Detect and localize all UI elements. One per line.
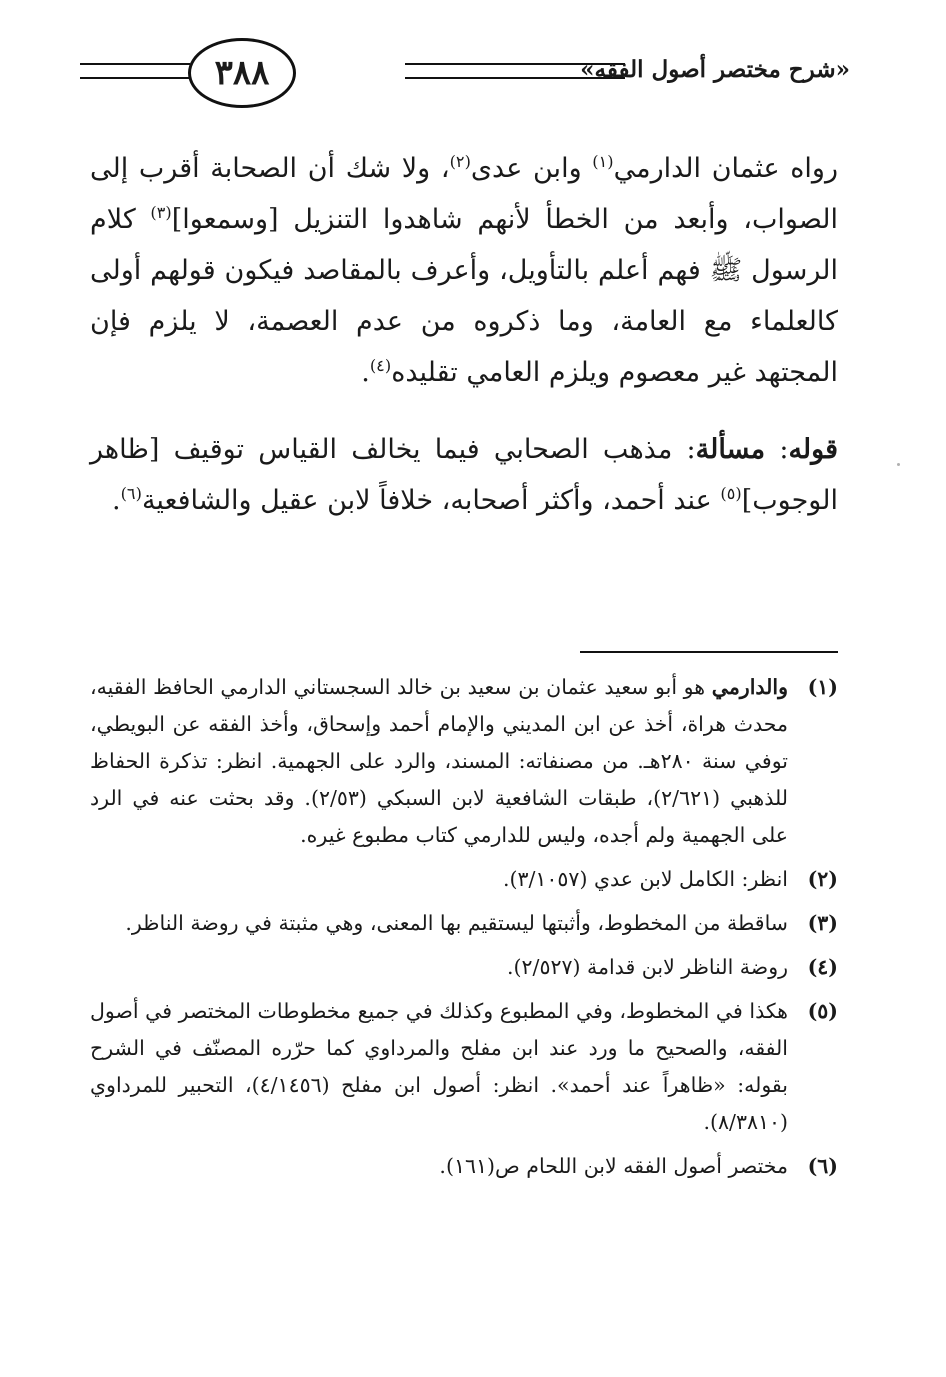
footnote-1 [90, 669, 838, 854]
main-text [90, 143, 838, 526]
paragraph-1-text-5: . [361, 357, 370, 388]
footnote-number: (٣) [807, 911, 838, 935]
footnote-4 [90, 949, 838, 986]
footnote-number: (٥) [807, 999, 838, 1023]
running-header [80, 38, 850, 128]
paragraph-1-text-3: ، ولا شك أن الصحابة أقرب إلى الصواب، وأبعد من الخطأ لأنهم شاهدوا التنزيل [وسمعوا] [90, 153, 838, 235]
footnote-separator [580, 651, 838, 653]
footnote-number: (٦) [807, 1154, 838, 1178]
footnote-text: روضة الناظر لابن قدامة (٢/٥٢٧). [507, 955, 788, 979]
paragraph-2-text-3: . [112, 485, 121, 516]
footnote-text: انظر: الكامل لابن عدي (٣/١٠٥٧). [502, 867, 788, 891]
paragraph-2-text-2: عند أحمد، وأكثر أصحابه، خلافاً لابن عقيل والشافعية [141, 485, 721, 516]
margin-speck [897, 463, 900, 466]
paragraph-1-text-2: وابن عدى [470, 153, 593, 184]
footnote-marker-6[interactable]: (٦) [120, 484, 142, 503]
header-rule-left [80, 63, 190, 79]
footnote-text: هو أبو سعيد عثمان بن سعيد بن خالد السجستاني الدارمي الحافظ الفقيه، محدث هراة، أخذ عن ابن المديني والإمام أحمد وإسحاق، وأخذ الفقه عن البويطي، توفي سنة ٢٨٠هـ. من مصنفاته: المسند، والرد على الجهمية. انظر: تذكرة الحفاظ للذهبي (٢/٦٢١)، طبقات الشافعية لابن السبكي (٢/٥٣). وقد بحثت عنه في الرد على الجهمية ولم أجده، وليس للدارمي كتاب مطبوع غيره. [90, 675, 788, 847]
footnote-marker-1[interactable]: (١) [592, 152, 614, 171]
paragraph-2-text-1: : مذهب الصحابي فيما يخالف القياس توقيف [ظاهر الوجوب] [90, 434, 838, 516]
paragraph-1 [90, 143, 838, 398]
footnote-3 [90, 905, 838, 942]
paragraph-2 [90, 424, 838, 526]
issue-label: مسألة [695, 434, 766, 465]
footnote-number: (٢) [807, 867, 838, 891]
footnote-number: (١) [807, 675, 838, 699]
page-number-oval: ٣٨٨ [188, 38, 296, 108]
footnotes-section [90, 669, 838, 1192]
footnote-text: مختصر أصول الفقه لابن اللحام ص(١٦١). [439, 1154, 788, 1178]
quote-label: قوله [788, 434, 839, 465]
footnote-text: هكذا في المخطوط، وفي المطبوع وكذلك في جميع مخطوطات المختصر في أصول الفقه، والصحيح ما ورد عند ابن مفلح والمرداوي كما حرّره المصنّف في الشرح بقوله: «ظاهراً عند أحمد». انظر: أصول ابن مفلح (٤/١٤٥٦)، التحبير للمرداوي (٨/٣٨١٠). [90, 999, 788, 1134]
footnote-marker-3[interactable]: (٣) [150, 203, 172, 222]
footnote-6 [90, 1148, 838, 1185]
footnote-marker-5[interactable]: (٥) [720, 484, 742, 503]
paragraph-1-text-4: كلام الرسول ﷺ فهم أعلم بالتأويل، وأعرف بالمقاصد فيكون قولهم أولى كالعلماء مع العامة، وما ذكروه من عدم العصمة، لا يلزم فإن المجتهد غير معصوم ويلزم العامي تقليده [90, 204, 838, 388]
footnote-marker-4[interactable]: (٤) [369, 356, 392, 375]
footnote-marker-2[interactable]: (٢) [449, 152, 471, 171]
footnote-5 [90, 993, 838, 1141]
paragraph-1-text-1: رواه عثمان الدارمي [613, 153, 838, 184]
book-title: «شرح مختصر أصول الفقه» [580, 56, 850, 83]
footnote-number: (٤) [807, 955, 838, 979]
footnote-lead: والدارمي [711, 675, 788, 699]
footnote-text: ساقطة من المخطوط، وأثبتها ليستقيم بها المعنى، وهي مثبتة في روضة الناظر. [125, 911, 788, 935]
footnote-2 [90, 861, 838, 898]
label-separator: : [765, 434, 789, 465]
